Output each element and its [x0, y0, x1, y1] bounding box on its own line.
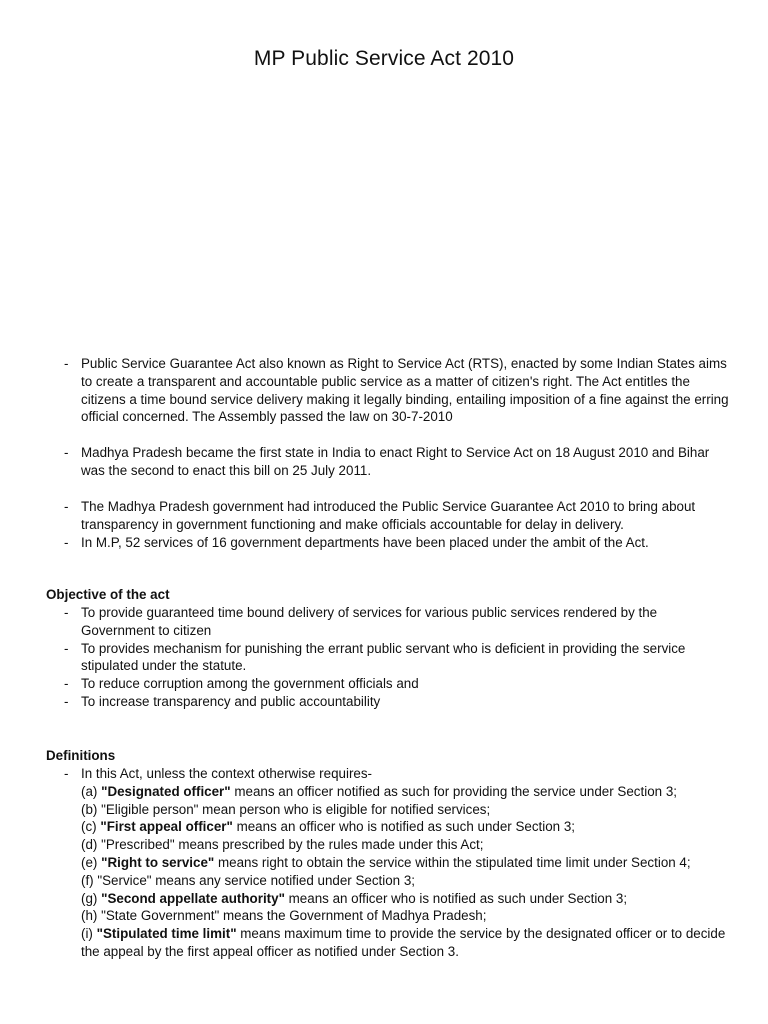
definitions-lead-list [0, 765, 768, 783]
definition-term: "First appeal officer" [100, 819, 233, 835]
definition-term: "Stipulated time limit" [96, 926, 237, 942]
objective-heading: Objective of the act [46, 587, 170, 602]
definition-text: means an officer who is notified as such under Section 3; [232, 819, 576, 835]
intro-section-3 [0, 498, 768, 551]
definition-item [0, 854, 768, 872]
definition-text: "Eligible person" mean person who is eligible for notified services; [101, 801, 491, 817]
definition-text: "Prescribed" means prescribed by the rules made under this Act; [101, 837, 484, 853]
definitions-list [0, 783, 768, 961]
list-item: - In M.P, 52 services of 16 government departments have been placed under the ambit of the Act. [0, 534, 768, 552]
list-item: - Madhya Pradesh became the first state in India to enact Right to Service Act on 18 August 2010 and Bihar was the second to enact this bill on 25 July 2011. [0, 444, 768, 480]
intro-section-2 [0, 444, 768, 480]
definition-item [0, 818, 768, 836]
definition-text: means an officer notified as such for providing the service under Section 3; [230, 783, 677, 799]
definition-text: means an officer who is notified as such under Section 3; [284, 890, 628, 906]
definition-text: "State Government" means the Government of Madhya Pradesh; [101, 908, 487, 924]
list-item: - To provide guaranteed time bound delivery of services for various public services rendered by the Government to citizen [0, 604, 768, 640]
definition-item [0, 801, 768, 819]
definition-item [0, 872, 768, 890]
definition-prefix: (e) [81, 854, 102, 870]
definition-prefix: (b) [81, 801, 102, 817]
definition-term: "Designated officer" [101, 783, 231, 799]
definition-prefix: (a) [81, 783, 102, 799]
definitions-section [0, 765, 768, 961]
page-title: MP Public Service Act 2010 [253, 47, 515, 70]
intro-list [0, 444, 768, 480]
definition-term: "Right to service" [101, 854, 215, 870]
definition-prefix: (g) [81, 890, 102, 906]
list-item: - Public Service Guarantee Act also known as Right to Service Act (RTS), enacted by some Indian States aims to create a transparent and accountable public service as a matter of citizen's right. The Act entitles the citizens a time bound service delivery making it legally binding, entailing imposition of a fine against the erring official concerned. The Assembly passed the law on 30-7-2010 [0, 355, 768, 426]
definition-item [0, 783, 768, 801]
definition-item [0, 925, 768, 961]
objective-section [0, 604, 768, 711]
definition-text: means maximum time to provide the service by the designated officer or to decide the appeal by the first appeal officer as notified under Section 3. [81, 926, 726, 959]
intro-list [0, 355, 768, 426]
definition-prefix: (i) [81, 926, 97, 942]
intro-section [0, 355, 768, 426]
intro-list [0, 498, 768, 551]
definition-prefix: (h) [81, 908, 102, 924]
definitions-heading: Definitions [46, 748, 116, 763]
definition-item [0, 907, 768, 925]
list-item: - To provides mechanism for punishing the errant public servant who is deficient in providing the service stipulated under the statute. [0, 640, 768, 676]
list-item: - The Madhya Pradesh government had introduced the Public Service Guarantee Act 2010 to bring about transparency in government functioning and make officials accountable for delay in delivery. [0, 498, 768, 534]
list-item: - To reduce corruption among the government officials and [0, 675, 768, 693]
definition-prefix: (f) [81, 872, 98, 888]
definitions-lead: - In this Act, unless the context otherwise requires- [0, 765, 768, 783]
definition-prefix: (c) [81, 819, 101, 835]
definition-term: "Second appellate authority" [101, 890, 285, 906]
definition-prefix: (d) [81, 837, 102, 853]
definition-item [0, 890, 768, 908]
list-item: - To increase transparency and public accountability [0, 693, 768, 711]
definition-text: means right to obtain the service within the stipulated time limit under Section 4; [214, 854, 691, 870]
objective-list [0, 604, 768, 711]
definition-text: "Service" means any service notified under Section 3; [97, 872, 416, 888]
definition-item [0, 836, 768, 854]
